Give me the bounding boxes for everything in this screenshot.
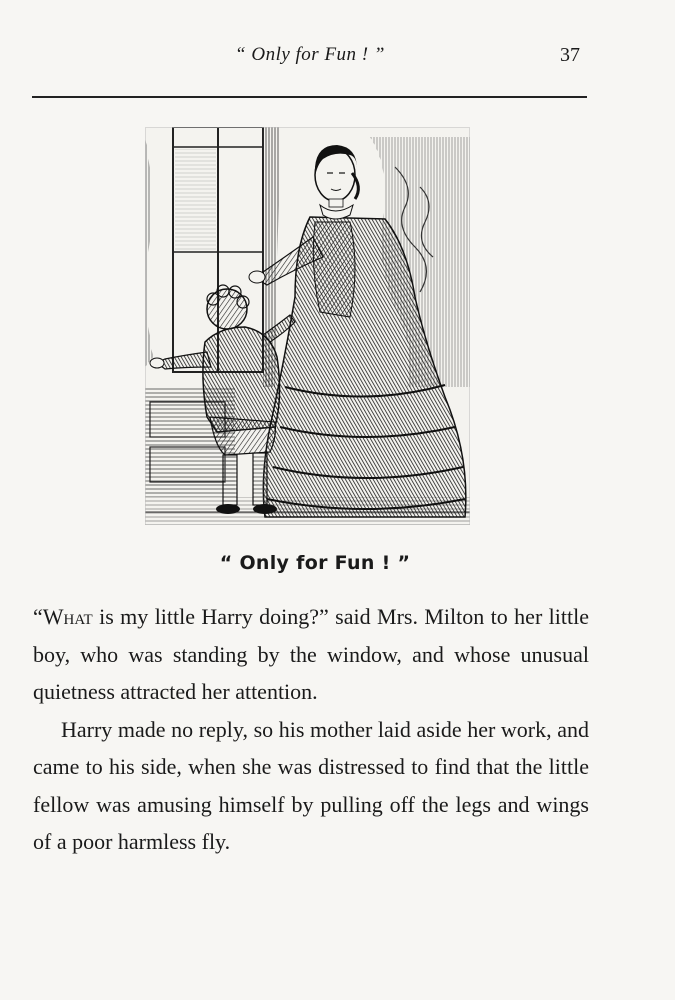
running-title: “ Only for Fun ! ” <box>235 44 385 65</box>
engraving-illustration <box>145 127 470 525</box>
paragraph-1-text: is my little Harry doing?” said Mrs. Milton to her little boy, who was standing by the window, and whose unusual quietness attracted her attention. <box>33 604 589 704</box>
illustration-caption: “ Only for Fun ! ” <box>219 552 411 574</box>
paragraph-1-lead: “What <box>33 604 93 629</box>
paragraph-1 <box>33 598 589 711</box>
engraving-mother-and-boy-icon <box>145 127 470 525</box>
body-text <box>33 598 589 861</box>
running-head <box>0 44 675 74</box>
page-number: 37 <box>560 44 580 66</box>
paragraph-2: Harry made no reply, so his mother laid aside her work, and came to his side, when she was distressed to find that the little fellow was amusing himself by pulling off the legs and wings of a poor harmless fly. <box>33 716 589 854</box>
header-rule <box>32 96 587 98</box>
